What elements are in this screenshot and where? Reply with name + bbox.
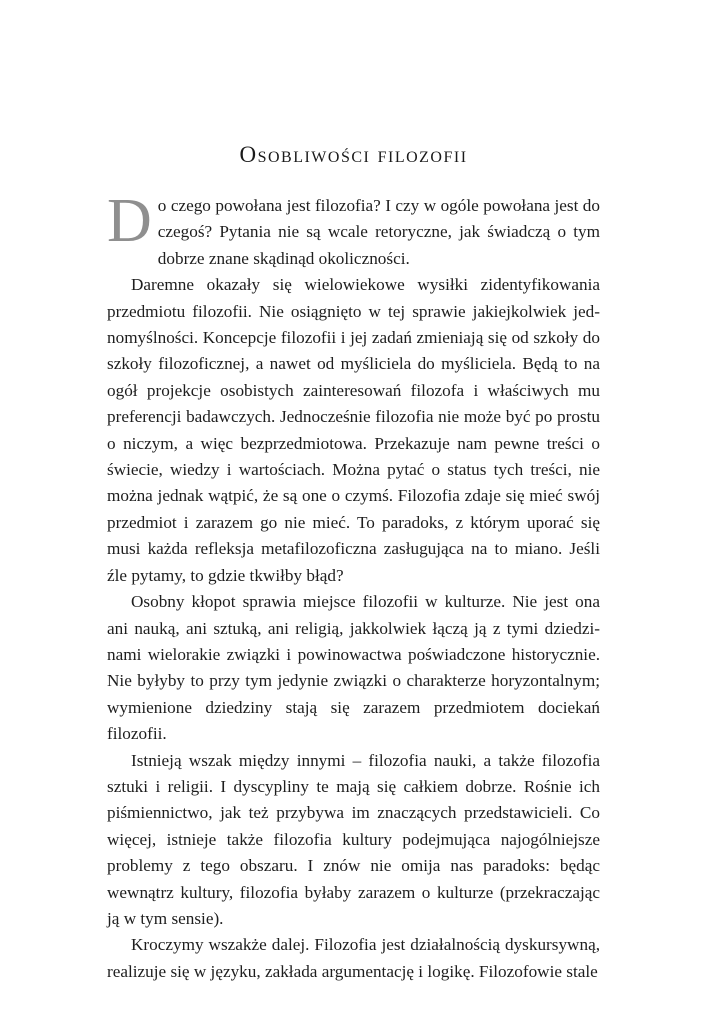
paragraph-3: Osobny kłopot sprawia miejsce filozofii w kulturze. Nie jest ona ani nauką, ani sztuką, ani religią, jakkolwiek łączą ją z tymi dziedzinami wielorakie związki i powinowactwa poświadczone historycznie. Nie byłyby to przy tym jedynie związki o charakterze horyzontalnym; wymienione dziedziny stają się zarazem przedmiotem dociekań filozofii. [107, 592, 600, 744]
paragraph-1-text: o czego powołana jest filozofia? I czy w ogóle powołana jest do czegoś? Pytania nie są wcale retoryczne, jak świadczą o tym dobrze znane skądinąd okoliczności. [157, 196, 600, 268]
drop-cap: D [107, 187, 152, 255]
chapter-title: Osobliwości filozofii [239, 142, 468, 167]
paragraph-5: Kroczymy wszakże dalej. Filozofia jest działalnością dyskursywną, realizuje się w języku, zakłada argumentację i logikę. Filozofowie stale [107, 935, 600, 981]
paragraph-1 [107, 187, 600, 272]
paragraph-2: Daremne okazały się wielowiekowe wysiłki zidentyfikowania przedmiotu filozofii. Nie osiągnięto w tej sprawie jakiejkolwiek jednomyślności. Koncepcje filozofii i jej zadań zmieniają się od szkoły do szkoły filozoficznej, a nawet od myśliciela do myśliciela. Będą to na ogół projekcje osobistych zainteresowań filozofa i właściwych mu preferencji badawczych. Jednocześnie filozofia nie może być po prostu o niczym, a więc bezprzedmiotowa. Przekazuje nam pewne treści o świecie, wiedzy i wartościach. Można pytać o status tych treści, nie można jednak wątpić, że są one o czymś. Filozofia zdaje się mieć swój przedmiot i zarazem go nie mieć. To paradoks, z którym uporać się musi każda refleksja metafilozoficzna zasługująca na to miano. Jeśli źle pytamy, to gdzie tkwiłby błąd? [107, 275, 600, 585]
body-text [107, 187, 600, 985]
paragraph-4: Istnieją wszak między innymi – filozofia nauki, a także filozofia sztuki i religii. I dyscypliny te mają się całkiem dobrze. Rośnie ich piśmiennictwo, jak też przybywa im znaczących przedstawicieli. Co więcej, istnieje także filozofia kultury podejmująca najogólniejsze problemy z tego obszaru. I znów nie omija nas paradoks: będąc wewnątrz kultury, filozofia byłaby zarazem o kulturze (przekraczając ją w tym sensie). [107, 750, 600, 928]
